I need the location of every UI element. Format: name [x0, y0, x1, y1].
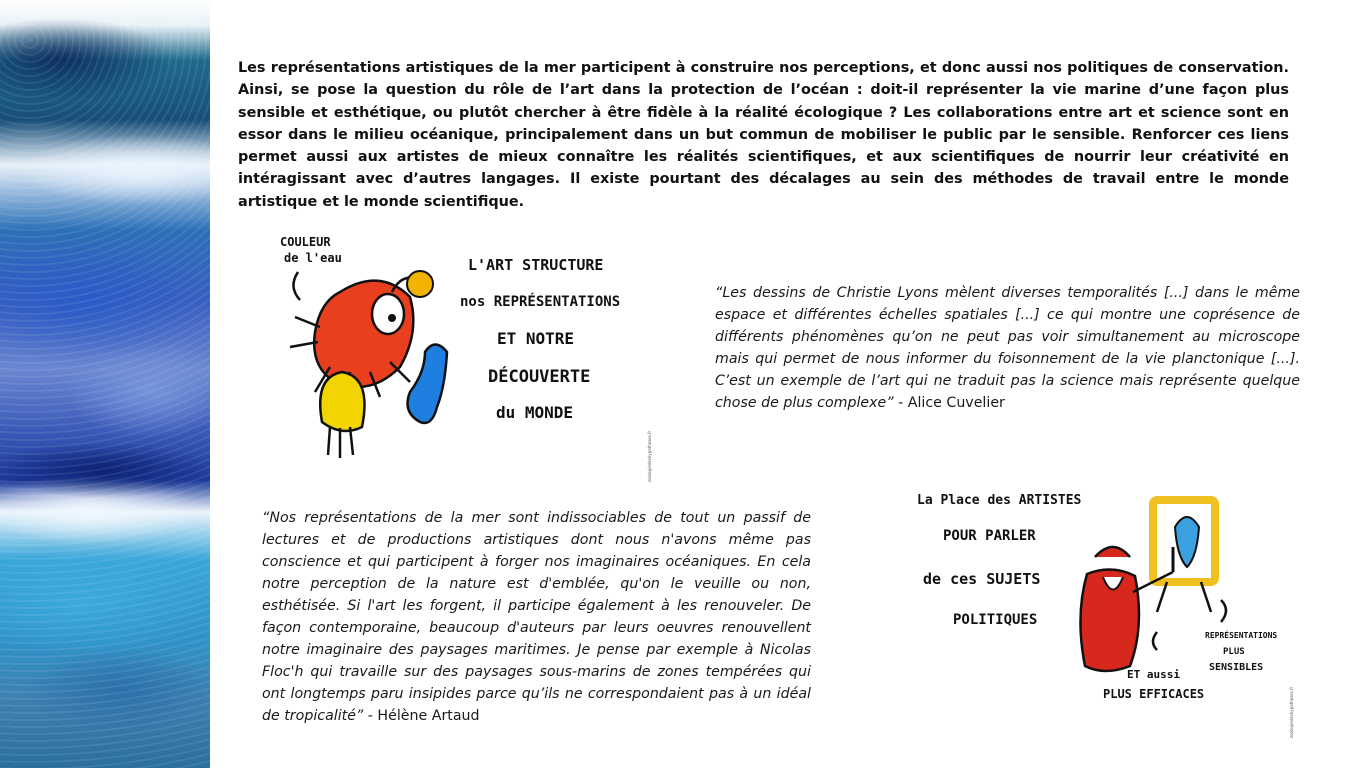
sketch-art-structure-drawing [270, 222, 660, 484]
sketch1-credit: zoologiedeshypotheses.fr [647, 430, 652, 482]
sketch2-credit: zoologiedeshypotheses.fr [1289, 686, 1294, 738]
quote1-author: - Alice Cuvelier [893, 395, 1005, 411]
quote2-text: “Nos représentations de la mer sont indissociables de tout un passif de lectures et de productions artistiques dont nous n'avons même pas conscience et qui participent à forger nos imaginaires océaniques. En cela notre perception de la nature est d'emblée, qu'on le veuille ou non, esthétisée. Si l'art les forgent, il participe également à les renouveler. De façon contemporaine, beaucoup d'auteurs par leurs oeuvres renouvellent notre imaginaire des paysages maritimes. Je pense par exemple à Nicolas Floc'h qui travaille sur des paysages sous-marins de zones tempérées qui ont longtemps paru insipides parce qu’ils ne correspondaient pas à un idéal de tropicalité” [262, 510, 811, 724]
sketch1-line-1: L'ART STRUCTURE [468, 256, 604, 274]
sketch2-line-2: POUR PARLER [943, 528, 1036, 544]
sketch1-line-3: ET NOTRE [497, 329, 575, 348]
sketch1-line-2: nos REPRÉSENTATIONS [460, 294, 621, 310]
quote2-author: - Hélène Artaud [363, 708, 480, 724]
sketch2-side-label-3: SENSIBLES [1209, 662, 1264, 673]
plankton-crab-drawing [290, 271, 433, 400]
sketch-place-des-artistes [905, 482, 1295, 738]
quote-helene-artaud [262, 507, 811, 727]
label-de-leau: de l'eau [284, 251, 342, 265]
yellow-jellyfish-drawing [320, 372, 364, 458]
sketch-place-des-artistes-drawing [905, 482, 1295, 738]
label-couleur: COULEUR [280, 235, 331, 249]
quote-alice-cuvelier [715, 282, 1300, 414]
sketch2-line-1: La Place des ARTISTES [917, 493, 1082, 508]
watercolor-ocean-strip [0, 0, 210, 768]
sketch2-bottom-label-2: PLUS EFFICACES [1103, 687, 1205, 701]
painter-drawing [1080, 500, 1226, 671]
blue-worm-drawing [408, 345, 447, 424]
sketch2-side-label-2: PLUS [1223, 647, 1245, 657]
sketch2-side-label-1: REPRÉSENTATIONS [1205, 631, 1278, 640]
sketch2-line-3: de ces SUJETS [923, 570, 1041, 588]
sketch-art-structure [270, 222, 660, 484]
sketch1-line-5: du MONDE [496, 403, 574, 422]
intro-paragraph: Les représentations artistiques de la mer participent à construire nos perceptions, et donc aussi nos politiques de conservation. Ainsi, se pose la question du rôle de l’art dans la protection de l’océan : doit-il représenter la vie marine d’une façon plus sensible et esthétique, ou plutôt chercher à être fidèle à la réalité écologique ? Les collaborations entre art et science sont en essor dans le milieu océanique, principalement dans un but commun de mobiliser le public par le sensible. Renforcer ces liens permet aussi aux artistes de mieux connaître les réalités scientifiques, et aux scientifiques de nourrir leur créativité en intéragissant avec d’autres langages. Il existe pourtant des décalages au sein des méthodes de travail entre le monde artistique et le monde scientifique. [238, 60, 1289, 210]
sketch1-line-4: DÉCOUVERTE [488, 367, 591, 387]
quote1-text: “Les dessins de Christie Lyons mèlent diverses temporalités [...] dans le même espace et différentes échelles spatiales [...] ce qui montre une coprésence de différents phénomènes qu’on ne peut pas voir simultanement au microscope mais qui permet de nous informer du foisonnement de la vie planctonique [...]. C’est un exemple de l’art qui ne traduit pas la science mais représente quelque chose de plus complexe” [715, 285, 1300, 411]
sketch2-bottom-label-1: ET aussi [1127, 668, 1180, 681]
sketch2-line-4: POLITIQUES [953, 612, 1038, 628]
